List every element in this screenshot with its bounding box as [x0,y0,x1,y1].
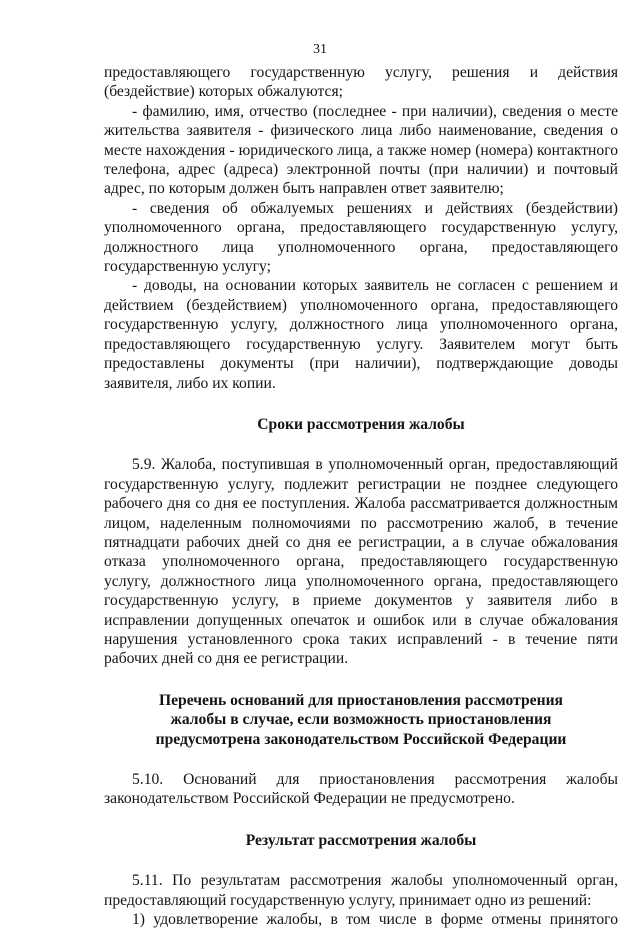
heading-line: предусмотрена законодательством Российской Федерации [155,730,567,748]
paragraph-arguments: - доводы, на основании которых заявитель не согласен с решением и действием (бездействием) уполномоченного органа, предоставляющего государственную услугу, должностного лица уполномоченного органа, предоставляющего государственную услугу. Заявителем могут быть предоставлены документы (при наличии), подтверждающие доводы заявителя, либо их копии. [104,277,618,392]
heading-review-result: Результат рассмотрения жалобы [245,831,477,849]
paragraph-applicant-details: - фамилию, имя, отчество (последнее - при наличии), сведения о месте жительства заявителя - физического лица либо наименование, сведения о месте нахождения - юридического лица, а также номер (номера) контактного телефона, адрес (адреса) электронной почты (при наличии) и почтовый адрес, по которым должен быть направлен ответ заявителю; [104,102,618,198]
paragraph-appealed-decisions: - сведения об обжалуемых решениях и действиях (бездействии) уполномоченного органа, предоставляющего государственную услугу, должностного лица уполномоченного органа, предоставляющего государственную услугу; [104,199,618,276]
paragraph-5-11: 5.11. По результатам рассмотрения жалобы уполномоченный орган, предоставляющий государственную услугу, принимает одно из решений: [104,872,618,909]
page-number: 31 [313,42,327,57]
document-body [104,63,618,929]
heading-line: Перечень оснований для приостановления рассмотрения [158,691,563,709]
paragraph-5-10: 5.10. Оснований для приостановления рассмотрения жалобы законодательством Российской Федерации не предусмотрено. [104,771,618,808]
heading-line: жалобы в случае, если возможность приостановления [170,711,552,729]
paragraph-decision-1: 1) удовлетворение жалобы, в том числе в форме отмены принятого [132,911,618,929]
heading-review-terms: Сроки рассмотрения жалобы [257,415,465,433]
paragraph-complaint-subject: предоставляющего государственную услугу, решения и действия (бездействие) которых обжалуются; [104,64,618,101]
paragraph-5-9: 5.9. Жалоба, поступившая в уполномоченный орган, предоставляющий государственную услугу, подлежит регистрации не позднее следующего рабочего дня со дня ее поступления. Жалоба рассматривается должностным лицом, наделенным полномочиями по рассмотрению жалоб, в течение пятнадцати рабочих дней со дня ее регистрации, а в случае обжалования отказа уполномоченного органа, предоставляющего государственную услугу, должностного лица уполномоченного органа, предоставляющего государственную услугу, в приеме документов у заявителя либо в исправлении допущенных опечаток и ошибок или в случае обжалования нарушения установленного срока таких исправлений - в течение пяти рабочих дней со дня ее регистрации. [104,456,618,668]
heading-suspension-grounds [104,691,618,749]
